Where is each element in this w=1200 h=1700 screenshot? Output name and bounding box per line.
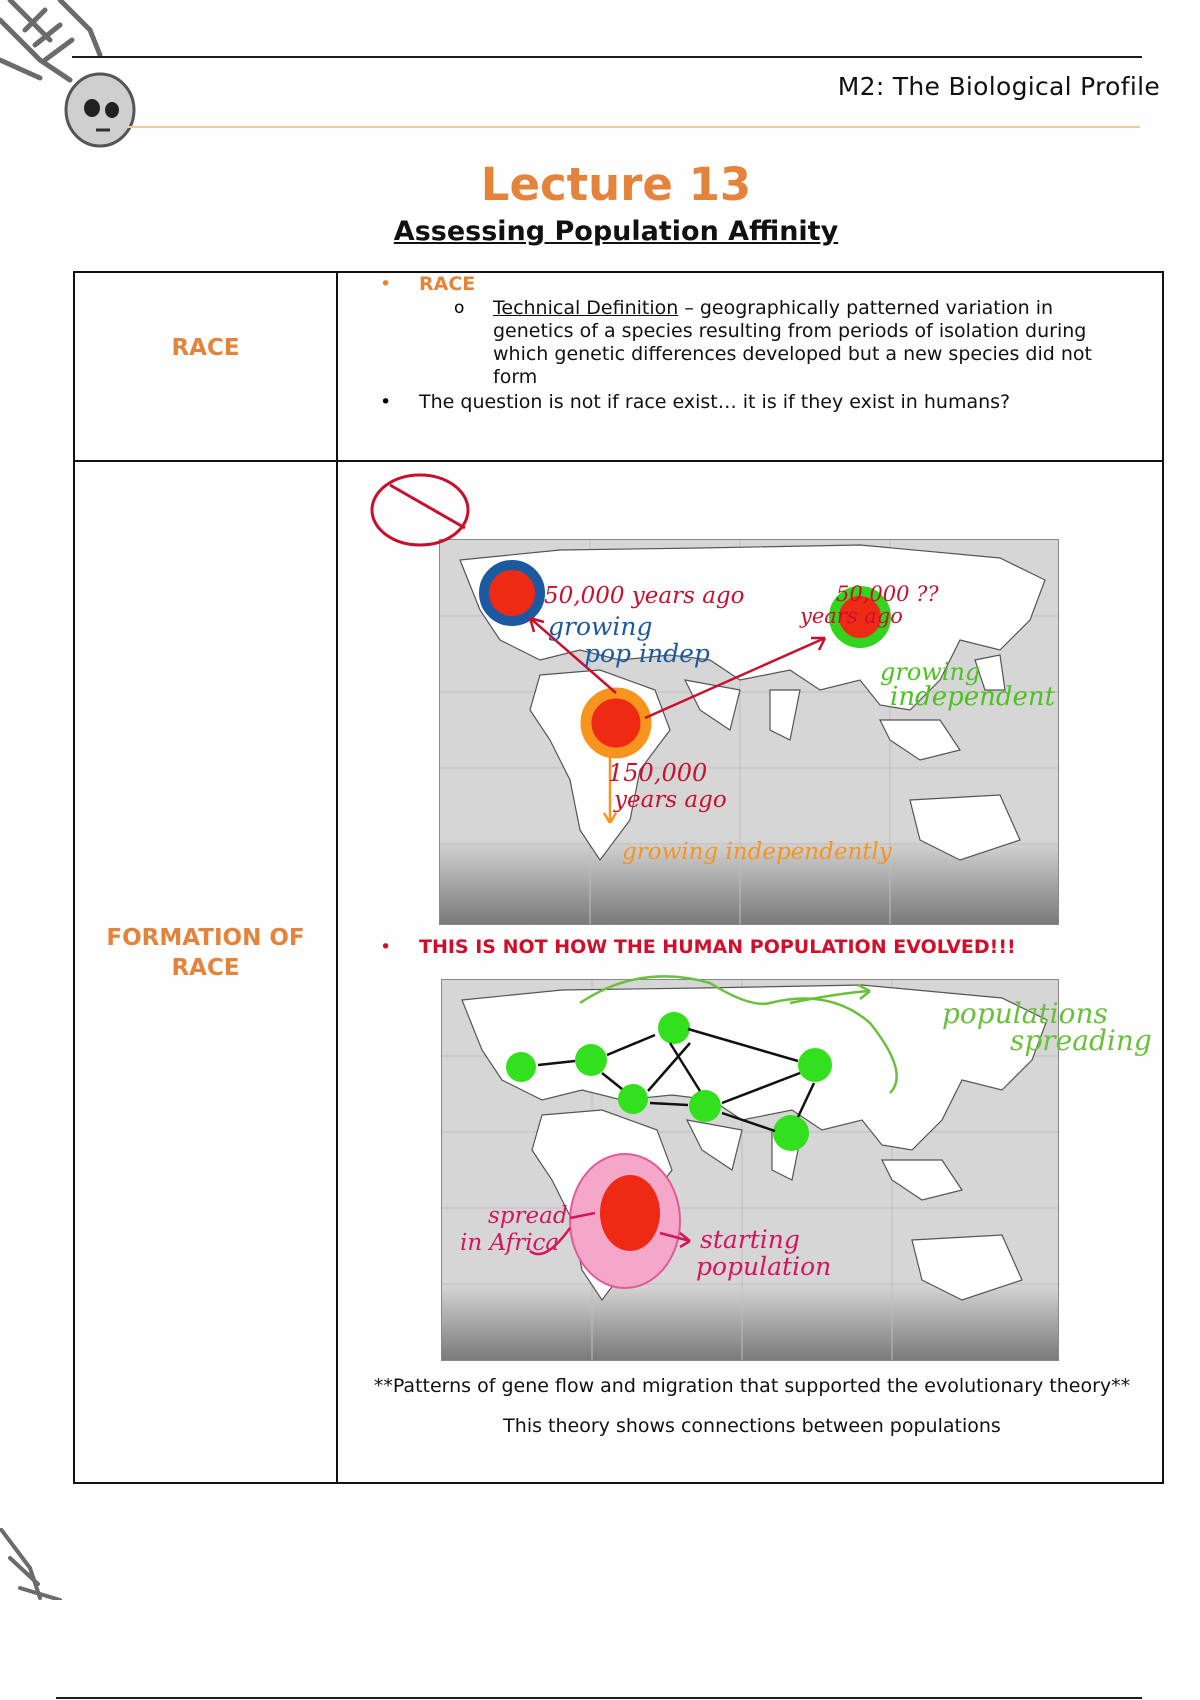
footer-rule	[56, 1697, 1142, 1699]
notes-table	[73, 271, 1164, 1484]
annotation-africa-time-2: years ago	[614, 787, 727, 813]
header-rule	[72, 56, 1142, 58]
row-label-race: RACE	[171, 335, 240, 361]
skeleton-icon	[0, 0, 140, 150]
annotation-spread-africa-1: spread	[488, 1203, 568, 1229]
definition-line-3: which genetic differences developed but a new species did not	[493, 343, 1092, 365]
row-divider	[75, 460, 1162, 462]
annotation-africa-time-1: 150,000	[608, 759, 708, 787]
bullet-icon: •	[380, 936, 392, 958]
annotation-populations-1: populations	[942, 997, 1108, 1030]
definition-line-2: genetics of a species resulting from periods of isolation during	[493, 320, 1087, 342]
map-annotations-isolation	[370, 473, 1170, 913]
annotation-europe-time: 50,000 years ago	[544, 583, 745, 609]
row-label-formation-line-2: RACE	[171, 955, 240, 981]
definition-line-1	[493, 297, 1153, 320]
row-label-formation-line-1: FORMATION OF	[106, 925, 305, 951]
annotation-spread-africa-2: in Africa	[460, 1230, 560, 1256]
annotation-populations-2: spreading	[1010, 1024, 1152, 1057]
bullet-icon: •	[380, 391, 392, 413]
skeleton-icon	[0, 1528, 72, 1600]
map-annotations-gene-flow	[370, 963, 1170, 1403]
annotation-asia-growing-2: independent	[890, 682, 1056, 712]
sub-bullet-icon: o	[454, 298, 465, 318]
annotation-starting-1: starting	[700, 1225, 800, 1254]
caption-connections: This theory shows connections between populations	[503, 1415, 1001, 1437]
lecture-subtitle: Assessing Population Affinity	[393, 216, 839, 247]
bullet-heading: RACE	[419, 273, 476, 295]
definition-text: – geographically patterned variation in	[678, 297, 1054, 319]
warning-text: THIS IS NOT HOW THE HUMAN POPULATION EVOLVED!!!	[419, 936, 1016, 958]
annotation-asia-time-1: 50,000 ??	[836, 582, 939, 606]
course-title: M2: The Biological Profile	[837, 72, 1160, 101]
annotation-asia-growing-1: growing	[880, 658, 981, 686]
caption-gene-flow: **Patterns of gene flow and migration that supported the evolutionary theory**	[373, 1375, 1131, 1397]
lecture-title: Lecture 13	[480, 158, 752, 211]
annotation-africa-growing: growing independently	[622, 839, 892, 865]
definition-term: Technical Definition	[493, 297, 679, 319]
bullet-icon: •	[380, 273, 392, 295]
annotation-europe-growing-1: growing	[548, 612, 653, 641]
column-divider	[336, 273, 338, 1482]
annotation-europe-growing-2: pop indep	[584, 639, 710, 668]
annotation-asia-time-2: years ago	[800, 604, 903, 628]
annotation-starting-2: population	[696, 1252, 832, 1281]
definition-line-4: form	[493, 366, 538, 388]
question-text: The question is not if race exist… it is if they exist in humans?	[419, 391, 1011, 413]
header-accent-rule	[128, 126, 1140, 128]
